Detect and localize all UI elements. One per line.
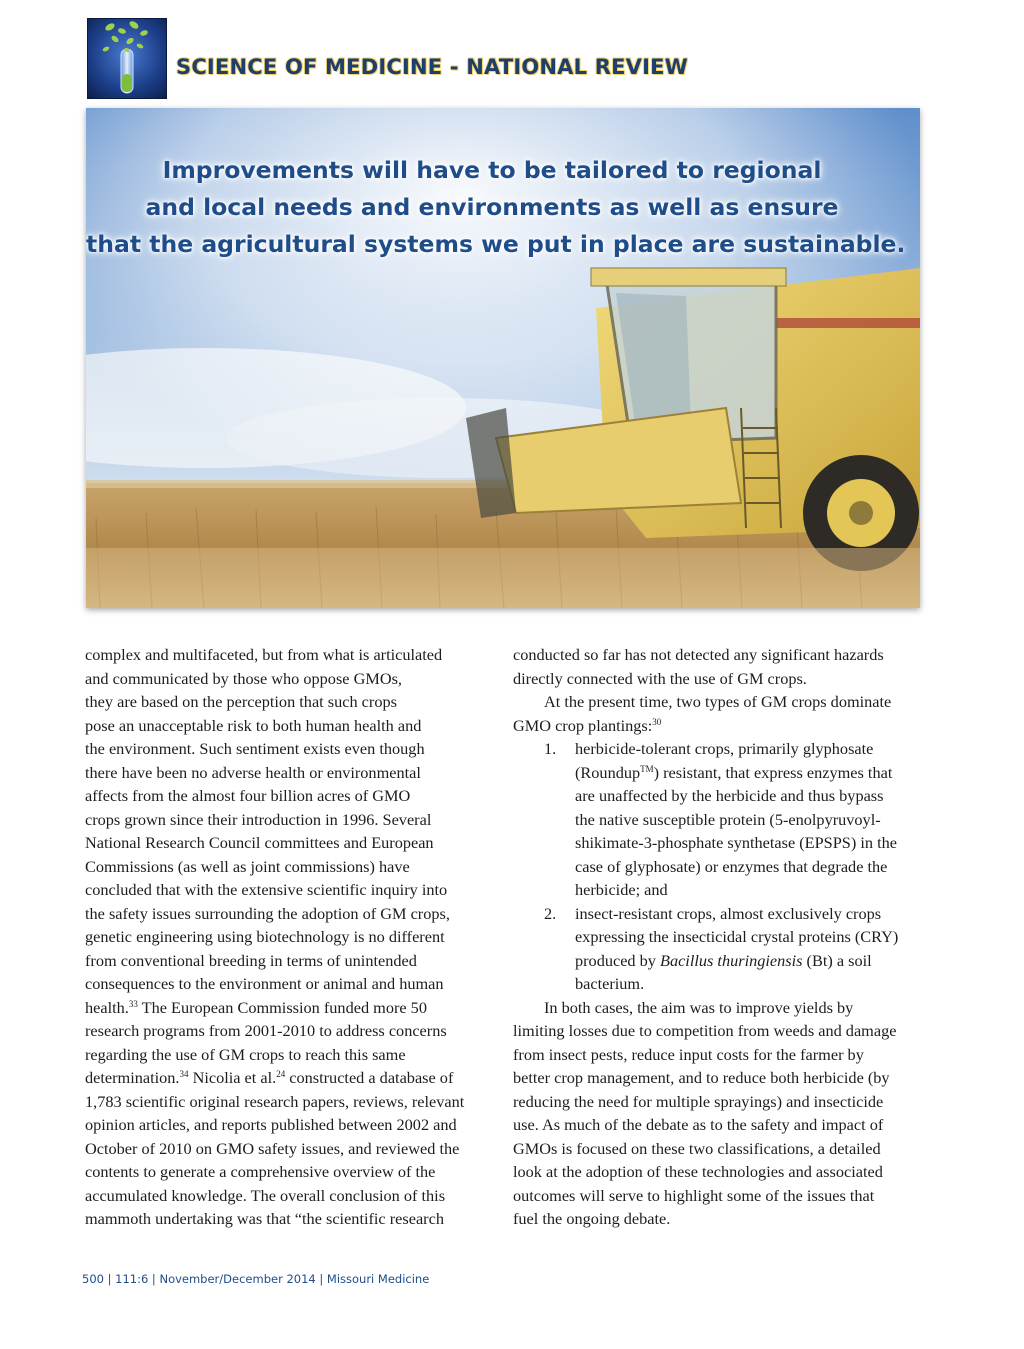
text-fragment: Nicolia et al. (188, 1068, 277, 1087)
text-fragment: (Bt) a soil (802, 950, 872, 970)
text-line: the environment. Such sentiment exists even though (85, 739, 425, 758)
text-line: Commissions (as well as joint commissions) have (85, 856, 410, 876)
text-line: fuel the ongoing debate. (513, 1209, 671, 1228)
journal-section-title: SCIENCE OF MEDICINE - NATIONAL REVIEW (176, 55, 689, 79)
text-fragment: determination. (85, 1068, 180, 1087)
journal-logo (87, 18, 167, 99)
text-fragment: insect-resistant crops, almost exclusively crops (575, 903, 882, 923)
text-line (513, 949, 923, 973)
text-line: expressing the insecticidal crystal proteins (CRY) (575, 927, 899, 946)
trademark-superscript: TM (640, 763, 654, 774)
citation-superscript: 34 (179, 1069, 189, 1079)
left-text-column (85, 643, 490, 1231)
text-line: are unaffected by the herbicide and thus bypass (575, 786, 884, 805)
text-line: contents to generate a comprehensive overview of the (85, 1162, 436, 1181)
text-line: genetic engineering using biotechnology is no different (85, 927, 445, 946)
text-line: reducing the need for multiple sprayings) and insecticide (513, 1091, 884, 1111)
citation-superscript: 30 (652, 716, 662, 727)
text-line: opinion articles, and reports published between 2002 and (85, 1115, 457, 1134)
text-line: case of glyphosate) or enzymes that degrade the (575, 856, 888, 876)
text-line: At the present time, two types of GM crops dominate (544, 692, 892, 711)
text-line: complex and multifaceted, but from what is articulated (85, 645, 443, 664)
text-line: limiting losses due to competition from weeds and damage (513, 1021, 897, 1040)
text-line: the safety issues surrounding the adoption of GM crops, (85, 903, 450, 923)
text-line: regarding the use of GM crops to reach this same (85, 1044, 406, 1064)
list-number: 1. (544, 739, 557, 758)
text-line: conducted so far has not detected any significant hazards (513, 645, 884, 664)
text-line: there have been no adverse health or environmental (85, 762, 421, 782)
text-fragment: constructed a database of (285, 1068, 454, 1087)
list-number: 2. (544, 903, 557, 923)
text-line: In both cases, the aim was to improve yields by (544, 997, 854, 1017)
text-line: research programs from 2001-2010 to address concerns (85, 1021, 447, 1040)
text-line: bacterium. (575, 974, 645, 993)
text-line: better crop management, and to reduce both herbicide (by (513, 1068, 890, 1087)
text-fragment: ) resistant, that express enzymes that (653, 762, 893, 782)
text-fragment: GMO crop plantings: (513, 715, 653, 735)
right-text-column (513, 643, 923, 1231)
text-line: October of 2010 on GMO safety issues, and reviewed the (85, 1138, 460, 1158)
pull-quote-line: and local needs and environments as well as ensure (145, 193, 839, 221)
text-line: outcomes will serve to highlight some of the issues that (513, 1185, 875, 1205)
list-item (513, 737, 923, 761)
text-line: they are based on the perception that such crops (85, 692, 397, 711)
pull-quote-line: that the agricultural systems we put in place are sustainable. (86, 230, 906, 258)
pull-quote (86, 152, 906, 263)
text-line: consequences to the environment or animal and human (85, 974, 444, 993)
text-line: from conventional breeding in terms of unintended (85, 950, 417, 970)
citation-superscript: 33 (128, 998, 138, 1009)
text-line: pose an unacceptable risk to both human health and (85, 715, 422, 735)
text-line: herbicide; and (575, 880, 668, 899)
test-tube-with-leaves-icon (88, 19, 166, 98)
text-line: the native susceptible protein (5-enolpyruvoyl- (575, 809, 881, 829)
text-fragment: (Roundup (575, 762, 641, 782)
text-line: GMOs is focused on these two classifications, a detailed (513, 1138, 881, 1158)
text-line (85, 996, 490, 1020)
species-name: Bacillus thuringiensis (660, 950, 803, 970)
text-fragment: herbicide-tolerant crops, primarily glyphosate (575, 739, 874, 758)
text-fragment: The European Commission funded more 50 (137, 997, 427, 1017)
citation-superscript: 24 (276, 1069, 286, 1079)
page-footer: 500 | 111:6 | November/December 2014 | Missouri Medicine (82, 1272, 430, 1286)
text-line (85, 1066, 490, 1090)
pull-quote-line: Improvements will have to be tailored to regional (162, 156, 822, 184)
hero-image (86, 108, 920, 608)
text-line: crops grown since their introduction in 1996. Several (85, 809, 432, 829)
text-line: concluded that with the extensive scientific inquiry into (85, 880, 448, 899)
text-line: 1,783 scientific original research papers, reviews, relevant (85, 1091, 465, 1111)
text-line: and communicated by those who oppose GMOs, (85, 668, 402, 688)
text-line: use. As much of the debate as to the safety and impact of (513, 1115, 884, 1134)
text-line: mammoth undertaking was that “the scientific research (85, 1209, 444, 1228)
text-line: National Research Council committees and European (85, 833, 434, 852)
text-line: shikimate-3-phosphate synthetase (EPSPS) in the (575, 833, 897, 852)
text-fragment: health. (85, 997, 129, 1017)
text-line (513, 761, 923, 785)
text-line: directly connected with the use of GM crops. (513, 668, 807, 688)
text-line: affects from the almost four billion acres of GMO (85, 786, 411, 805)
text-line (513, 714, 923, 738)
list-item (513, 902, 923, 926)
text-line: look at the adoption of these technologies and associated (513, 1162, 883, 1181)
text-line: accumulated knowledge. The overall conclusion of this (85, 1185, 446, 1205)
text-line: from insect pests, reduce input costs for the farmer by (513, 1044, 864, 1064)
text-fragment: produced by (575, 950, 660, 970)
